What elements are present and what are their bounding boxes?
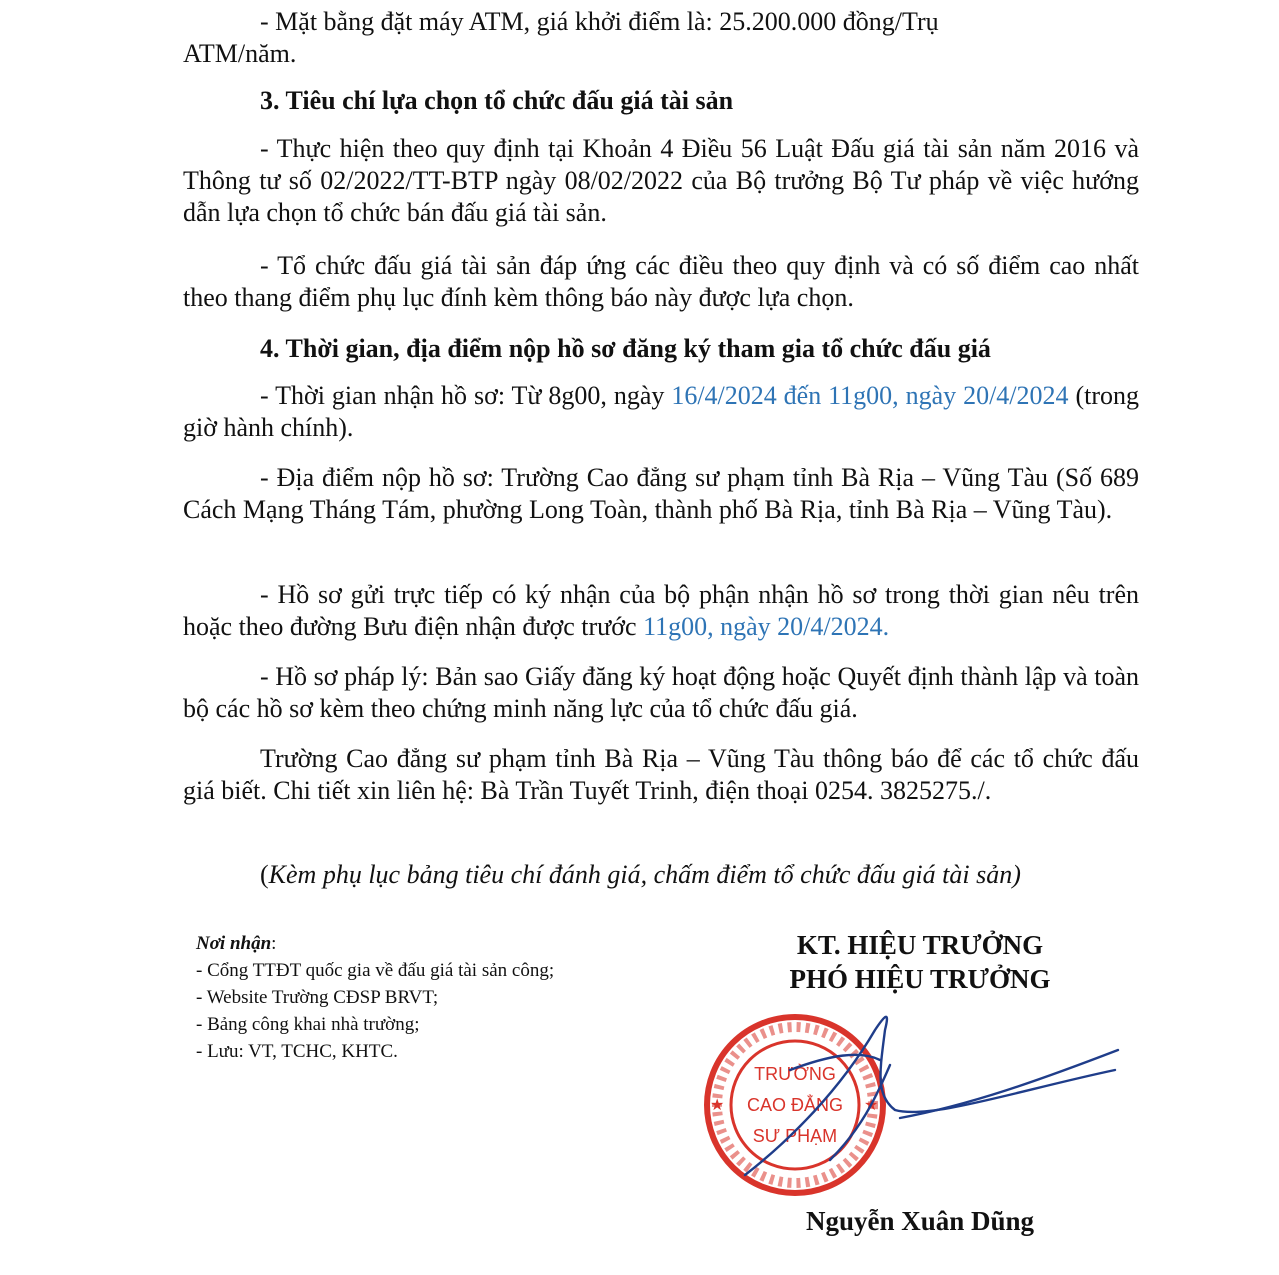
- recipients-colon: :: [271, 933, 277, 954]
- recipient-item: - Lưu: VT, TCHC, KHTC.: [196, 1041, 398, 1062]
- time-prefix: - Thời gian nhận hồ sơ: Từ 8g00, ngày: [260, 381, 672, 410]
- section-4-submit-block: [183, 579, 1139, 643]
- section-3-paragraph-1: - Thực hiện theo quy định tại Khoản 4 Điều 56 Luật Đấu giá tài sản năm 2016 và Thông tư số 02/2022/TT-BTP ngày 08/02/2022 của Bộ trưởng Bộ Tư pháp về việc hướng dẫn lựa chọn tổ chức bán đấu giá tài sản.: [183, 134, 1139, 227]
- recipients-title: Nơi nhận: [196, 933, 272, 954]
- section-4-legal-block: [183, 661, 1139, 725]
- section-3-paragraph-2: - Tổ chức đấu giá tài sản đáp ứng các điều theo quy định và có số điểm cao nhất theo thang điểm phụ lục đính kèm thông báo này được lựa chọn.: [183, 251, 1139, 312]
- section-4-time-paragraph: [183, 380, 1139, 444]
- recipients-block: [196, 930, 554, 1065]
- red-seal-icon: [707, 1017, 883, 1193]
- seal-text-line-2: CAO ĐẲNG: [746, 1095, 844, 1115]
- atm-line-1: - Mặt bằng đặt máy ATM, giá khởi điểm là: 25.200.000 đồng/Trụ: [260, 7, 939, 36]
- seal-text-line-1: TRƯỜNG: [754, 1064, 836, 1084]
- seal-and-signature: [690, 1010, 1130, 1200]
- recipients-list: [196, 957, 554, 1065]
- section-3: [183, 85, 1139, 117]
- signature-title-line-2: PHÓ HIỆU TRƯỞNG: [789, 964, 1051, 994]
- time-highlight: 16/4/2024 đến 11g00, ngày 20/4/2024: [671, 381, 1069, 410]
- section-4: [183, 333, 1139, 365]
- signature-title-line-1: KT. HIỆU TRƯỞNG: [796, 930, 1044, 960]
- section-4-place-paragraph: - Địa điểm nộp hồ sơ: Trường Cao đẳng sư phạm tỉnh Bà Rịa – Vũng Tàu (Số 689 Cách Mạng Tháng Tám, phường Long Toàn, thành phố Bà Rịa, tỉnh Bà Rịa – Vũng Tàu).: [183, 463, 1139, 524]
- seal-star-left: ★: [710, 1097, 725, 1114]
- section-4-place-block: [183, 462, 1139, 526]
- submit-highlight: 11g00, ngày 20/4/2024.: [643, 612, 890, 641]
- section-4-submit-paragraph: [183, 579, 1139, 643]
- seal-star-right: ★: [864, 1097, 879, 1114]
- attachment-note-text: Kèm phụ lục bảng tiêu chí đánh giá, chấm điểm tổ chức đấu giá tài sản): [268, 860, 1021, 889]
- section-3-p2-block: [183, 250, 1139, 314]
- signature-title: [740, 928, 1100, 996]
- closing-block: [183, 743, 1139, 807]
- attachment-note: [183, 859, 1139, 891]
- section-4-heading: 4. Thời gian, địa điểm nộp hồ sơ đăng ký tham gia tổ chức đấu giá: [260, 334, 991, 363]
- section-3-p1-block: [183, 133, 1139, 229]
- atm-paragraph: [183, 6, 1139, 70]
- attachment-block: [183, 859, 1139, 891]
- recipients-title-line: [196, 930, 554, 957]
- recipient-item: - Bảng công khai nhà trường;: [196, 1014, 420, 1035]
- submit-prefix: - Hồ sơ gửi trực tiếp có ký nhận của bộ phận nhận hồ sơ trong thời gian nêu trên hoặc theo đường Bưu điện nhận được trước: [183, 580, 1139, 641]
- section-4-time-block: [183, 380, 1139, 444]
- time-suffix: (trong giờ hành chính).: [183, 381, 1139, 442]
- section-4-legal-paragraph: - Hồ sơ pháp lý: Bản sao Giấy đăng ký hoạt động hoặc Quyết định thành lập và toàn bộ các hồ sơ kèm theo chứng minh năng lực của tổ chức đấu giá.: [183, 662, 1139, 723]
- atm-line-2: ATM/năm.: [183, 39, 297, 68]
- signer-name: Nguyễn Xuân Dũng: [805, 1206, 1035, 1236]
- seal-text-line-3: SƯ PHẠM: [752, 1126, 838, 1146]
- section-3-heading: 3. Tiêu chí lựa chọn tổ chức đấu giá tài sản: [260, 86, 734, 115]
- closing-paragraph: Trường Cao đẳng sư phạm tỉnh Bà Rịa – Vũng Tàu thông báo để các tổ chức đấu giá biết. Chi tiết xin liên hệ: Bà Trần Tuyết Trinh, điện thoại 0254. 3825275./.: [183, 744, 1139, 805]
- recipient-item: - Cổng TTĐT quốc gia về đấu giá tài sản công;: [196, 960, 555, 981]
- recipient-item: - Website Trường CĐSP BRVT;: [196, 987, 439, 1008]
- attachment-open-paren: (: [260, 860, 269, 889]
